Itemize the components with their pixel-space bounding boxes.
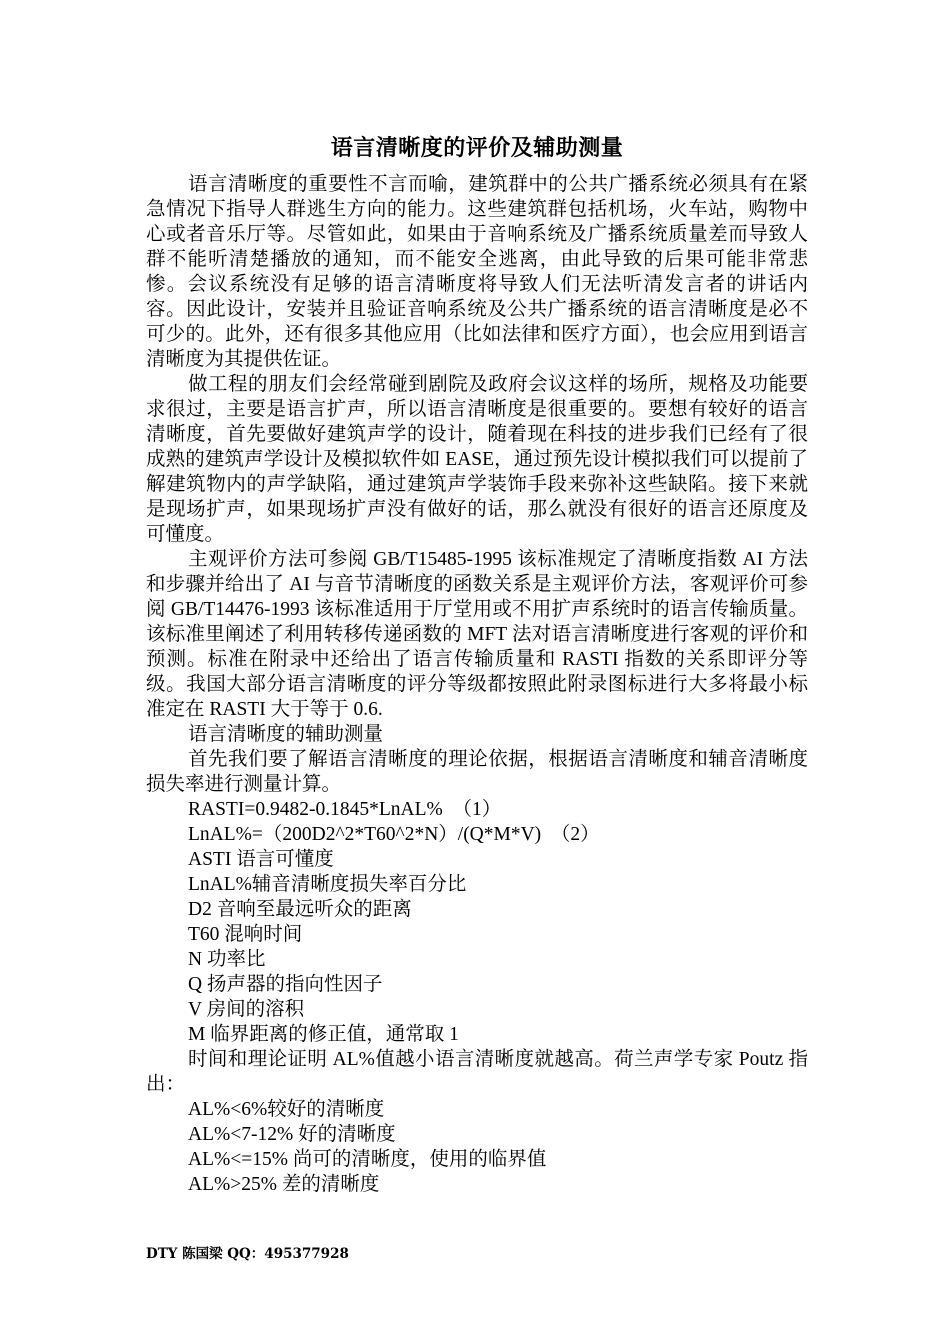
document-title: 语言清晰度的评价及辅助测量: [330, 135, 624, 161]
definition-item: LnAL%辅音清晰度损失率百分比: [188, 874, 467, 895]
paragraph-engineering: 做工程的朋友们会经常碰到剧院及政府会议这样的场所，规格及功能要求很过，主要是语言扩声，所以语言清晰度是很重要的。要想有较好的语言清晰度，首先要做好建筑声学的设计，随着现在科技的进步我们已经有了很成熟的建筑声学设计及模拟软件如 EASE，通过预先设计模拟我们可以提前了解建筑物内的声学缺陷，通过建筑声学装饰手段来弥补这些缺陷。接下来就是现场扩声，如果现场扩声没有做好的话，那么就没有很好的语言还原度及可懂度。: [146, 374, 808, 545]
paragraph-intro: 首先我们要了解语言清晰度的理论依据，根据语言清晰度和辅音清晰度损失率进行测量计算。: [146, 749, 808, 795]
grade-item: AL%<7-12% 好的清晰度: [188, 1124, 396, 1145]
definition-item: V 房间的溶积: [188, 999, 305, 1020]
grade-item: AL%<=15% 尚可的清晰度，使用的临界值: [188, 1149, 547, 1170]
definition-item: M 临界距离的修正值，通常取 1: [188, 1024, 459, 1045]
paragraph-importance: 语言清晰度的重要性不言而喻，建筑群中的公共广播系统必须具有在紧急情况下指导人群逃生方向的能力。这些建筑群包括机场，火车站，购物中心或者音乐厅等。尽管如此，如果由于音响系统及广播系统质量差而导致人群不能听清楚播放的通知，而不能安全逃离，由此导致的后果可能非常悲惨。会议系统没有足够的语言清晰度将导致人们无法听清发言者的讲话内容。因此设计，安装并且验证音响系统及公共广播系统的语言清晰度是必不可少的。此外，还有很多其他应用（比如法律和医疗方面），也会应用到语言清晰度为其提供佐证。: [146, 174, 808, 370]
grade-item: AL%<6%较好的清晰度: [188, 1099, 385, 1120]
page-footer: DTY 陈国梁 QQ：495377928: [146, 1246, 349, 1262]
definition-item: T60 混响时间: [188, 924, 303, 945]
grade-item: AL%>25% 差的清晰度: [188, 1174, 380, 1195]
definition-item: N 功率比: [188, 949, 266, 970]
paragraph-standards: 主观评价方法可参阅 GB/T15485-1995 该标准规定了清晰度指数 AI 方法和步骤并给出了 AI 与音节清晰度的函数关系是主观评价方法，客观评价可参阅 GB/T14476-1993 该标准适用于厅堂用或不用扩声系统时的语言传输质量。该标准里阐述了利用转移传递函数的 MFT 法对语言清晰度进行客观的评价和预测。标准在附录中还给出了语言传输质量和 RASTI 指数的关系即评分等级。我国大部分语言清晰度的评分等级都按照此附录图标进行大多将最小标准定在 RASTI 大于等于 0.6.: [146, 549, 808, 720]
section-subheading: 语言清晰度的辅助测量: [188, 724, 384, 745]
definition-item: ASTI 语言可懂度: [188, 849, 334, 870]
paragraph-conclusion: 时间和理论证明 AL%值越小语言清晰度就越高。荷兰声学专家 Poutz 指出：: [146, 1049, 808, 1095]
definition-item: D2 音响至最远听众的距离: [188, 899, 412, 920]
formula-rasti: RASTI=0.9482-0.1845*LnAL% （1）: [188, 799, 502, 820]
definition-item: Q 扬声器的指向性因子: [188, 974, 383, 995]
formula-lnal: LnAL%=（200D2^2*T60^2*N）/(Q*M*V) （2）: [188, 824, 600, 845]
document-body: [146, 132, 808, 1197]
